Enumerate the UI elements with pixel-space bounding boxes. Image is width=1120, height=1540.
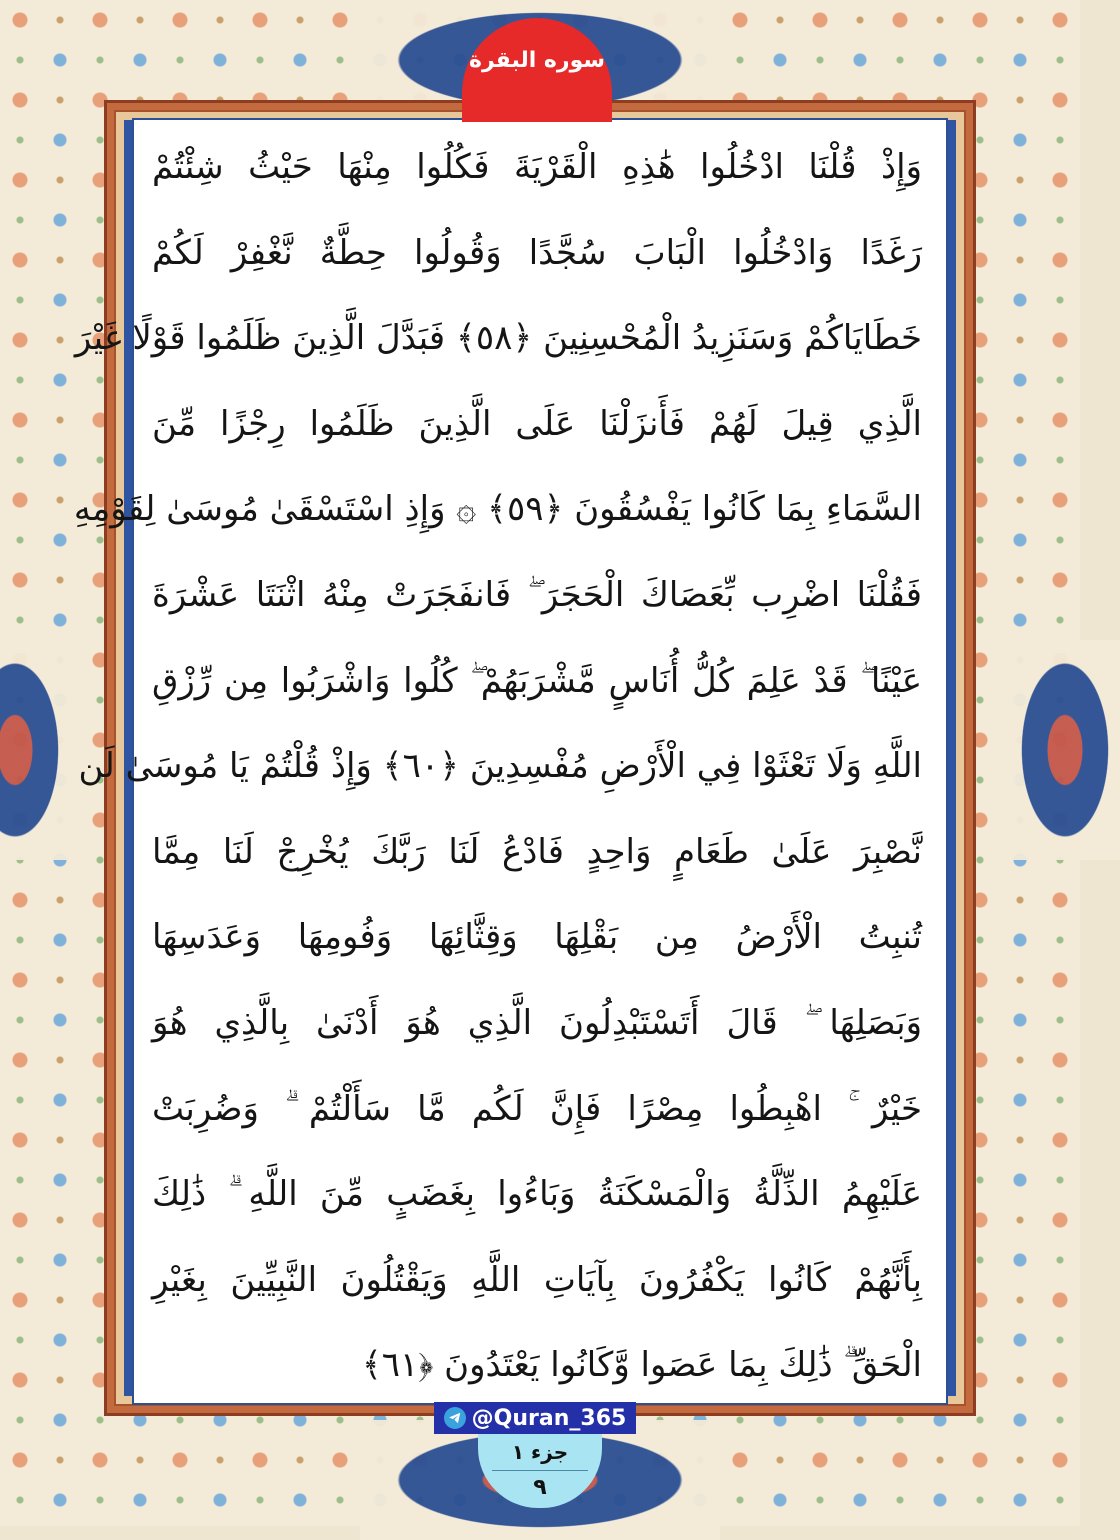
verse-line: نَّصْبِرَ عَلَىٰ طَعَامٍ وَاحِدٍ فَادْعُ لَنَا رَبَّكَ يُخْرِجْ لَنَا مِمَّا [152, 831, 922, 872]
verse-line: رَغَدًا وَادْخُلُوا الْبَابَ سُجَّدًا وَقُولُوا حِطَّةٌ نَّغْفِرْ لَكُمْ [152, 232, 922, 273]
page-info-badge [478, 1434, 602, 1508]
verse-block [73, 125, 922, 1409]
verse-line: عَيْنًا ۖ قَدْ عَلِمَ كُلُّ أُنَاسٍ مَّشْرَبَهُمْ ۖ كُلُوا وَاشْرَبُوا مِن رِّزْقِ [152, 660, 922, 701]
verse-line: خَيْرٌ ۚ اهْبِطُوا مِصْرًا فَإِنَّ لَكُم مَّا سَأَلْتُمْ ۗ وَضُرِبَتْ [152, 1088, 922, 1129]
verse-line: خَطَايَاكُمْ وَسَنَزِيدُ الْمُحْسِنِينَ ﴿٥٨﴾ فَبَدَّلَ الَّذِينَ ظَلَمُوا قَوْلًا غَيْرَ [74, 318, 922, 359]
channel-link[interactable] [434, 1402, 636, 1434]
verse-line: عَلَيْهِمُ الذِّلَّةُ وَالْمَسْكَنَةُ وَبَاءُوا بِغَضَبٍ مِّنَ اللَّهِ ۗ ذَٰلِكَ [152, 1174, 922, 1215]
verse-line: تُنبِتُ الْأَرْضُ مِن بَقْلِهَا وَقِثَّائِهَا وَفُومِهَا وَعَدَسِهَا [152, 917, 922, 958]
verse-line: فَقُلْنَا اضْرِب بِّعَصَاكَ الْحَجَرَ ۖ فَانفَجَرَتْ مِنْهُ اثْنَتَا عَشْرَةَ [152, 574, 922, 615]
verse-line: وَإِذْ قُلْنَا ادْخُلُوا هَٰذِهِ الْقَرْيَةَ فَكُلُوا مِنْهَا حَيْثُ شِئْتُمْ [152, 147, 922, 187]
verse-line: بِأَنَّهُمْ كَانُوا يَكْفُرُونَ بِآيَاتِ اللَّهِ وَيَقْتُلُونَ النَّبِيِّينَ بِغَيْرِ [152, 1259, 922, 1300]
telegram-icon [444, 1407, 466, 1429]
verse-line: اللَّهِ وَلَا تَعْثَوْا فِي الْأَرْضِ مُفْسِدِينَ ﴿٦٠﴾ وَإِذْ قُلْتُمْ يَا مُوسَىٰ لَن [78, 746, 922, 787]
page-number: ٩ [533, 1475, 547, 1500]
verse-line: الْحَقِّ ۗ ذَٰلِكَ بِمَا عَصَوا وَّكَانُوا يَعْتَدُونَ ﴿٦١﴾ [361, 1345, 922, 1386]
right-medallion [1010, 640, 1120, 860]
left-medallion [0, 640, 70, 860]
verse-line: الَّذِي قِيلَ لَهُمْ فَأَنزَلْنَا عَلَى الَّذِينَ ظَلَمُوا رِجْزًا مِّنَ [152, 403, 922, 444]
verse-line: السَّمَاءِ بِمَا كَانُوا يَفْسُقُونَ ﴿٥٩﴾ ۞ وَإِذِ اسْتَسْقَىٰ مُوسَىٰ لِقَوْمِهِ [73, 489, 922, 530]
verse-line: وَبَصَلِهَا ۖ قَالَ أَتَسْتَبْدِلُونَ الَّذِي هُوَ أَدْنَىٰ بِالَّذِي هُوَ [152, 1002, 922, 1043]
juz-label: جزء ١ [492, 1434, 588, 1471]
surah-title: سوره البقرة [468, 47, 606, 73]
channel-handle: @Quran_365 [471, 1405, 627, 1431]
